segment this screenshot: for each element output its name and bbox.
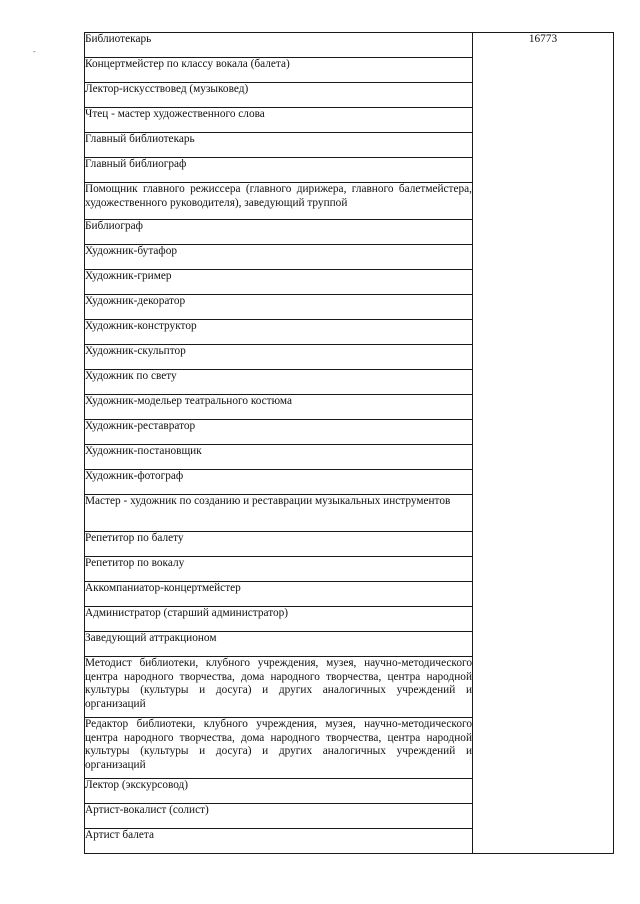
salary-value-cell: 16773 xyxy=(473,33,614,854)
position-name-cell: Концертмейстер по классу вокала (балета) xyxy=(85,58,473,83)
position-name-cell: Репетитор по балету xyxy=(85,532,473,557)
position-name-cell: Мастер - художник по созданию и реставрации музыкальных инструментов xyxy=(85,495,473,532)
position-name-cell: Библиограф xyxy=(85,220,473,245)
position-name-cell: Помощник главного режиссера (главного дирижера, главного балетмейстера, художественного руководителя), заведующий труппой xyxy=(85,183,473,220)
position-name-cell: Художник-скульптор xyxy=(85,345,473,370)
position-name-cell: Художник-декоратор xyxy=(85,295,473,320)
position-name-cell: Библиотекарь xyxy=(85,33,473,58)
position-name-cell: Лектор (экскурсовод) xyxy=(85,779,473,804)
position-name-cell: Редактор библиотеки, клубного учреждения, музея, научно-методического центра народного творчества, дома народного творчества, центра народной культуры (культуры и досуга) и других аналогичных учреждений и организаций xyxy=(85,718,473,779)
position-name-cell: Аккомпаниатор-концертмейстер xyxy=(85,582,473,607)
position-name-cell: Артист-вокалист (солист) xyxy=(85,804,473,829)
position-name-cell: Репетитор по вокалу xyxy=(85,557,473,582)
position-name-cell: Заведующий аттракционом xyxy=(85,632,473,657)
position-name-cell: Художник-реставратор xyxy=(85,420,473,445)
position-name-cell: Методист библиотеки, клубного учреждения, музея, научно-методического центра народного творчества, дома народного творчества, центра народной культуры (культуры и досуга) и других аналогичных учреждений и организаций xyxy=(85,657,473,718)
position-name-cell: Художник-модельер театрального костюма xyxy=(85,395,473,420)
position-name-cell: Художник-бутафор xyxy=(85,245,473,270)
position-name-cell: Художник-постановщик xyxy=(85,445,473,470)
position-name-cell: Лектор-искусствовед (музыковед) xyxy=(85,83,473,108)
position-name-cell: Чтец - мастер художественного слова xyxy=(85,108,473,133)
position-name-cell: Артист балета xyxy=(85,829,473,854)
position-name-cell: Художник-конструктор xyxy=(85,320,473,345)
table-row xyxy=(85,33,614,58)
position-name-cell: Художник по свету xyxy=(85,370,473,395)
positions-table xyxy=(84,32,614,854)
position-name-cell: Администратор (старший администратор) xyxy=(85,607,473,632)
positions-table-body xyxy=(85,33,614,854)
position-name-cell: Главный библиограф xyxy=(85,158,473,183)
position-name-cell: Художник-фотограф xyxy=(85,470,473,495)
page-mark: - xyxy=(33,47,36,56)
position-name-cell: Главный библиотекарь xyxy=(85,133,473,158)
position-name-cell: Художник-гример xyxy=(85,270,473,295)
